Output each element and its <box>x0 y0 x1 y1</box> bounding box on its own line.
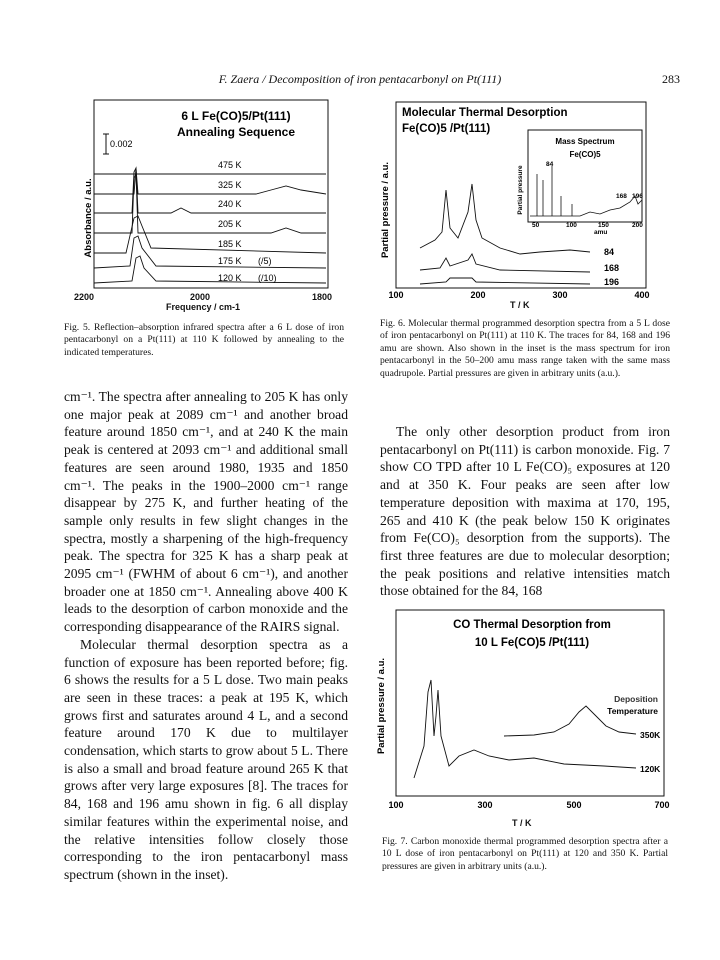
fig5-xtick-2000: 2000 <box>190 292 211 302</box>
figure-7-plot <box>374 596 670 816</box>
fig7-trace-120K <box>414 680 636 778</box>
inset-xtick-150: 150 <box>598 222 609 229</box>
fig5-title-2: Annealing Sequence <box>176 125 296 139</box>
fig7-title-2: 10 L Fe(CO)5 /Pt(111) <box>474 637 590 649</box>
fig5-trace-120K <box>94 256 326 283</box>
fig6-ylabel: Partial pressure / a.u. <box>380 161 391 259</box>
inset-xtick-50: 50 <box>532 222 540 229</box>
fig5-xtick-1800: 1800 <box>312 292 333 302</box>
inset-peak-196: 196 <box>632 193 643 200</box>
fig5-label-205K: 205 K <box>218 219 242 229</box>
fig6-inset <box>517 130 643 236</box>
inset-ylabel: Partial pressure <box>517 165 524 215</box>
fig5-trace-325K <box>94 168 326 194</box>
fig5-label-325K: 325 K <box>218 180 242 190</box>
fig5-label-120K: 120 K <box>218 273 242 283</box>
inset-peak-84: 84 <box>546 161 554 168</box>
figure-6 <box>380 100 650 300</box>
fig7-title-1: CO Thermal Desorption from <box>453 619 611 631</box>
fig5-trace-labels <box>218 160 277 283</box>
fig7-xtick-700: 700 <box>654 800 670 810</box>
fig6-xtick-400: 400 <box>634 290 650 300</box>
fig5-label-240K: 240 K <box>218 199 242 209</box>
fig7-xtick-300: 300 <box>477 800 493 810</box>
fig5-label-175K-scale: (/5) <box>258 256 272 266</box>
fig5-trace-185K <box>94 216 326 253</box>
fig5-title-1: 6 L Fe(CO)5/Pt(111) <box>181 109 291 123</box>
fig6-xtick-200: 200 <box>470 290 486 300</box>
figure-7 <box>374 596 670 816</box>
fig5-traces <box>94 168 326 283</box>
fig6-caption: Fig. 6. Molecular thermal programmed desorption spectra from a 5 L dose of iron pentacarbonyl on Pt(111) at 110 K. The traces for 84, 168 and 196 amu are shown. Also shown in the inset is the mass spectrum for iron pentacarbonyl in the 50–200 amu mass range taken with the same mass quadrupole. Partial pressures are given in arbitrary units (a.u.). <box>380 318 670 379</box>
fig6-xtick-300: 300 <box>552 290 568 300</box>
fig6-title-2: Fe(CO)5 /Pt(111) <box>402 123 491 135</box>
left-column <box>64 388 348 884</box>
fig5-trace-240K <box>94 168 326 213</box>
figure-5-plot <box>83 98 336 292</box>
inset-xlabel: amu <box>594 229 608 236</box>
fig7-caption: Fig. 7. Carbon monoxide thermal programmed desorption spectra after a 10 L dose of iron pentacarbonyl on Pt(111) at 120 and 350 K. Partial pressures are given in arbitrary units (a.u.). <box>382 836 668 872</box>
fig7-label-120K: 120K <box>640 764 661 774</box>
inset-title-2: Fe(CO)5 <box>569 150 601 159</box>
fig6-label-196: 196 <box>604 277 620 287</box>
fig5-label-475K: 475 K <box>218 160 242 170</box>
left-paragraph-1: cm⁻¹. The spectra after annealing to 205 K has only one major peak at 2089 cm⁻¹ and another broad feature around 1850 cm⁻¹, and at 240 K the main peak is centered at 2093 cm⁻¹ and additional small features are seen around 1980, 1935 and 1850 cm⁻¹. The peaks in the 1900–2000 cm⁻¹ range disappear by 275 K, and further heating of the sample only results in few slight changes in the spectra, mostly a sharpening of the high-frequency peak. The spectra for 325 K has a sharp peak at 2095 cm⁻¹ (FWHM of about 6 cm⁻¹), and another broader one at 1850 cm⁻¹. Annealing above 400 K leads to the desorption of carbon monoxide and the corresponding disappearance of the RAIRS signal. <box>64 389 348 635</box>
fig7-xtick-500: 500 <box>566 800 582 810</box>
fig5-trace-205K <box>94 174 326 233</box>
fig7-legend-2: Temperature <box>607 706 658 716</box>
fig5-xtick-2200: 2200 <box>74 292 95 302</box>
right-paragraph-1: The only other desorption product from iron pentacarbonyl on Pt(111) is carbon monoxide. Fig. 7 show CO TPD after 10 L Fe(CO)₅ exposures at 120 and at 350 K. Four peaks are seen after low temperature deposition with maxima at 170, 195, 265 and 410 K (the peak below 150 K originates from Fe(CO)₅ desorption from the supports). The first three features are due to molecular desorption; the peak positions and relative intensities match those obtained for the 84, 168 <box>380 424 670 599</box>
right-column <box>380 423 670 600</box>
fig5-scale-bar <box>103 134 133 154</box>
figure-6-plot <box>380 100 650 300</box>
fig5-label-120K-scale: (/10) <box>258 273 277 283</box>
fig6-title-1: Molecular Thermal Desorption <box>402 107 568 119</box>
fig6-label-168: 168 <box>604 263 620 273</box>
fig5-scale-label: 0.002 <box>110 139 133 149</box>
running-title: F. Zaera / Decomposition of iron pentacarbonyl on Pt(111) <box>218 72 502 86</box>
fig7-legend-1: Deposition <box>614 694 658 704</box>
fig6-trace-196 <box>420 278 590 284</box>
fig7-label-350K: 350K <box>640 730 661 740</box>
left-paragraph-2: Molecular thermal desorption spectra as a function of exposure has been reported before; fig. 6 shows the results for a 5 L dose. Two main peaks are seen in these traces: a peak at 195 K, which grows first and saturates around 4 L, and a second feature around 170 K due to multilayer condensation, which starts to grow about 5 L. There is also a small and broad feature around 265 K that grows after very large exposures [8]. The traces for 84, 168 and 196 amu shown in fig. 6 all display similar features within the experimental noise, and the relative intensities follow closely those corresponding to the iron pentacarbonyl mass spectrum (shown in the inset). <box>64 636 348 882</box>
fig7-traces <box>414 680 636 778</box>
inset-title-1: Mass Spectrum <box>555 137 615 146</box>
inset-xtick-200: 200 <box>632 222 643 229</box>
inset-peak-168: 168 <box>616 193 627 200</box>
fig7-xtick-100: 100 <box>388 800 404 810</box>
fig5-ylabel: Absorbance / a.u. <box>83 178 94 258</box>
fig5-label-185K: 185 K <box>218 239 242 249</box>
page-number: 283 <box>662 72 680 86</box>
fig6-xtick-100: 100 <box>388 290 404 300</box>
fig6-label-84: 84 <box>604 247 615 257</box>
figure-5 <box>83 98 336 292</box>
fig5-caption: Fig. 5. Reflection–absorption infrared spectra after a 6 L dose of iron pentacarbonyl on a Pt(111) at 110 K followed by annealing to the indicated temperatures. <box>64 322 344 358</box>
fig7-ylabel: Partial pressure / a.u. <box>376 657 387 755</box>
fig6-trace-168 <box>420 254 590 272</box>
fig7-xlabel: T / K <box>512 818 532 828</box>
fig5-label-175K: 175 K <box>218 256 242 266</box>
inset-xtick-100: 100 <box>566 222 577 229</box>
fig6-xlabel: T / K <box>510 300 530 310</box>
fig5-xlabel: Frequency / cm-1 <box>166 302 241 312</box>
